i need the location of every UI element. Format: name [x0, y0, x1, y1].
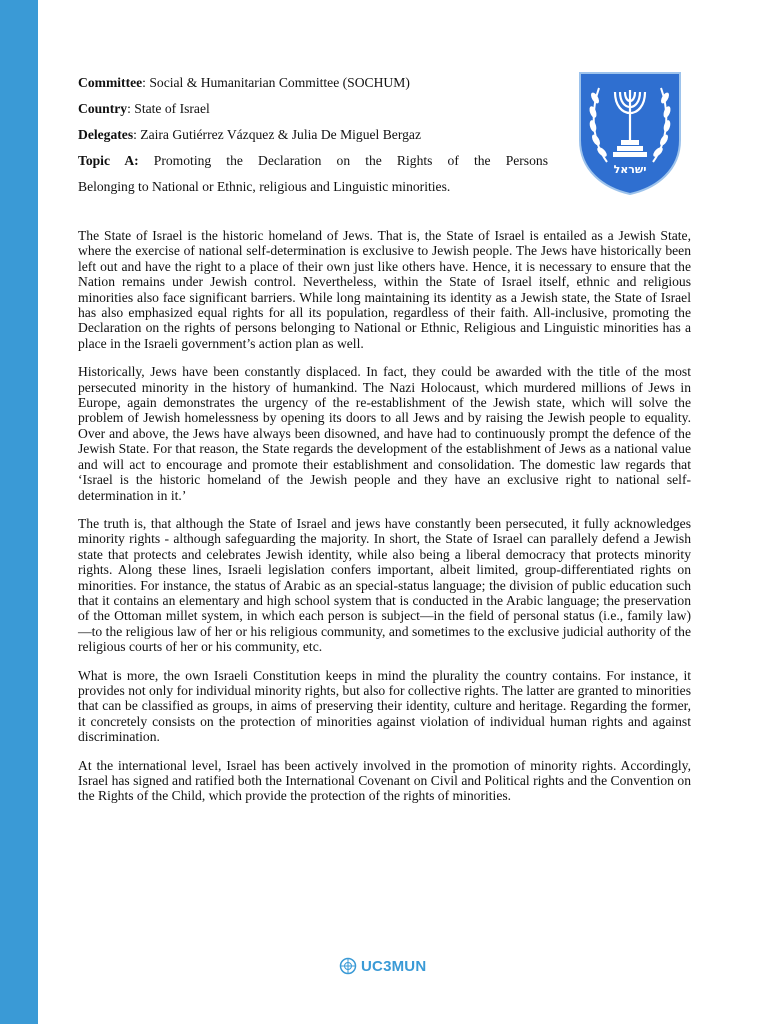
delegates-label: Delegates: [78, 127, 134, 142]
paragraph: Historically, Jews have been constantly displaced. In fact, they could be awarded with the title of the most persecuted minority in the history of humankind. The Nazi Holocaust, which murdered millions of Jews in Europe, again demonstrates the urgency of the re-establishment of the Jewish state, which will solve the problem of Jewish homelessness by opening its doors to all Jews and by raising the Jewish people to equality. Over and above, the Jews have always been disowned, and have had to continuously prompt the defence of the Jewish State. For that reason, the State regards the development of the establishment of Jews as a national value and will act to encourage and promote their establishment and consolidation. The domestic law regards that ‘Israel is the historic homeland of the Jewish people and they have an exclusive right to national self-determination in it.’: [78, 364, 691, 503]
topic-line: [78, 148, 548, 174]
topic-label: Topic A:: [78, 153, 139, 168]
country-line: [78, 96, 548, 122]
un-globe-icon: [339, 957, 357, 975]
paragraph: What is more, the own Israeli Constitution keeps in mind the plurality the country contains. For instance, it provides not only for individual minority rights, but also for collective rights. The latter are granted to minorities that can be classified as groups, in aims of preserving their identity, culture and heritage. Regarding the former, it concretely consists on the protection of minorities against violation of individual human rights and against discrimination.: [78, 667, 691, 745]
paragraph: The truth is, that although the State of Israel and jews have constantly been persecuted, it fully acknowledges minority rights - although safeguarding the majority. In short, the State of Israel can parallely defend a Jewish state that protects and celebrates Jewish identity, while also being a liberal democracy that protects minority rights. Along these lines, Israeli legislation confers important, albeit limited, group-differentiated rights on minorities. For instance, the status of Arabic as an special-status language; the division of public education such that it contains an elementary and high school system that is conducted in the Arabic language; the preservation of the Ottoman millet system, in which each person is subject—in the field of personal status (i.e., family law)—to the religious law of her or his religious community, and sometimes to the exclusive judicial authority of the religious courts of her or his community, etc.: [78, 515, 691, 655]
left-accent-bar: [0, 0, 38, 1024]
country-value: : State of Israel: [127, 101, 210, 116]
paragraph: The State of Israel is the historic homeland of Jews. That is, the State of Israel is entailed as a Jewish State, where the exercise of national self-determination is exclusive to Jewish people. The Jews have historically been left out and have the right to a place of their own just like others have. Hence, it is necessary to ensure that the Nation remains under Jewish control. Nevertheless, within the State of Israel itself, ethnic and religious minorities also face significant barriers. While long maintaining its identity as a Jewish state, the State of Israel has also emphasized equal rights for all its population, regardless of their faith. All-inclusive, promoting the Declaration on the rights of persons belonging to National or Ethnic, Religious and Linguistic minorities has a place in the Israeli government’s action plan as well.: [78, 228, 691, 351]
committee-value: : Social & Humanitarian Committee (SOCHUM): [142, 75, 410, 90]
country-label: Country: [78, 101, 128, 116]
topic-line-2: Belonging to National or Ethnic, religious and Linguistic minorities.: [78, 179, 451, 194]
document-body: [78, 228, 691, 817]
document-header: [78, 70, 548, 200]
delegates-line: [78, 122, 548, 148]
uc3mun-logo-text: UC3MUN: [361, 957, 427, 975]
israel-emblem-icon: [577, 70, 683, 196]
paragraph: At the international level, Israel has been actively involved in the promotion of minority rights. Accordingly, Israel has signed and ratified both the International Covenant on Civil and Political rights and the Convention on the Rights of the Child, which provide the protection of the rights of minorities.: [78, 757, 691, 804]
uc3mun-footer-logo: [339, 956, 426, 976]
committee-label: Committee: [78, 75, 143, 90]
delegates-value: : Zaira Gutiérrez Vázquez & Julia De Miguel Bergaz: [133, 127, 421, 142]
topic-value: Promoting the Declaration on the Rights of the Persons: [138, 153, 548, 168]
committee-line: [78, 70, 548, 96]
emblem-hebrew-text: ישראל: [613, 163, 647, 176]
